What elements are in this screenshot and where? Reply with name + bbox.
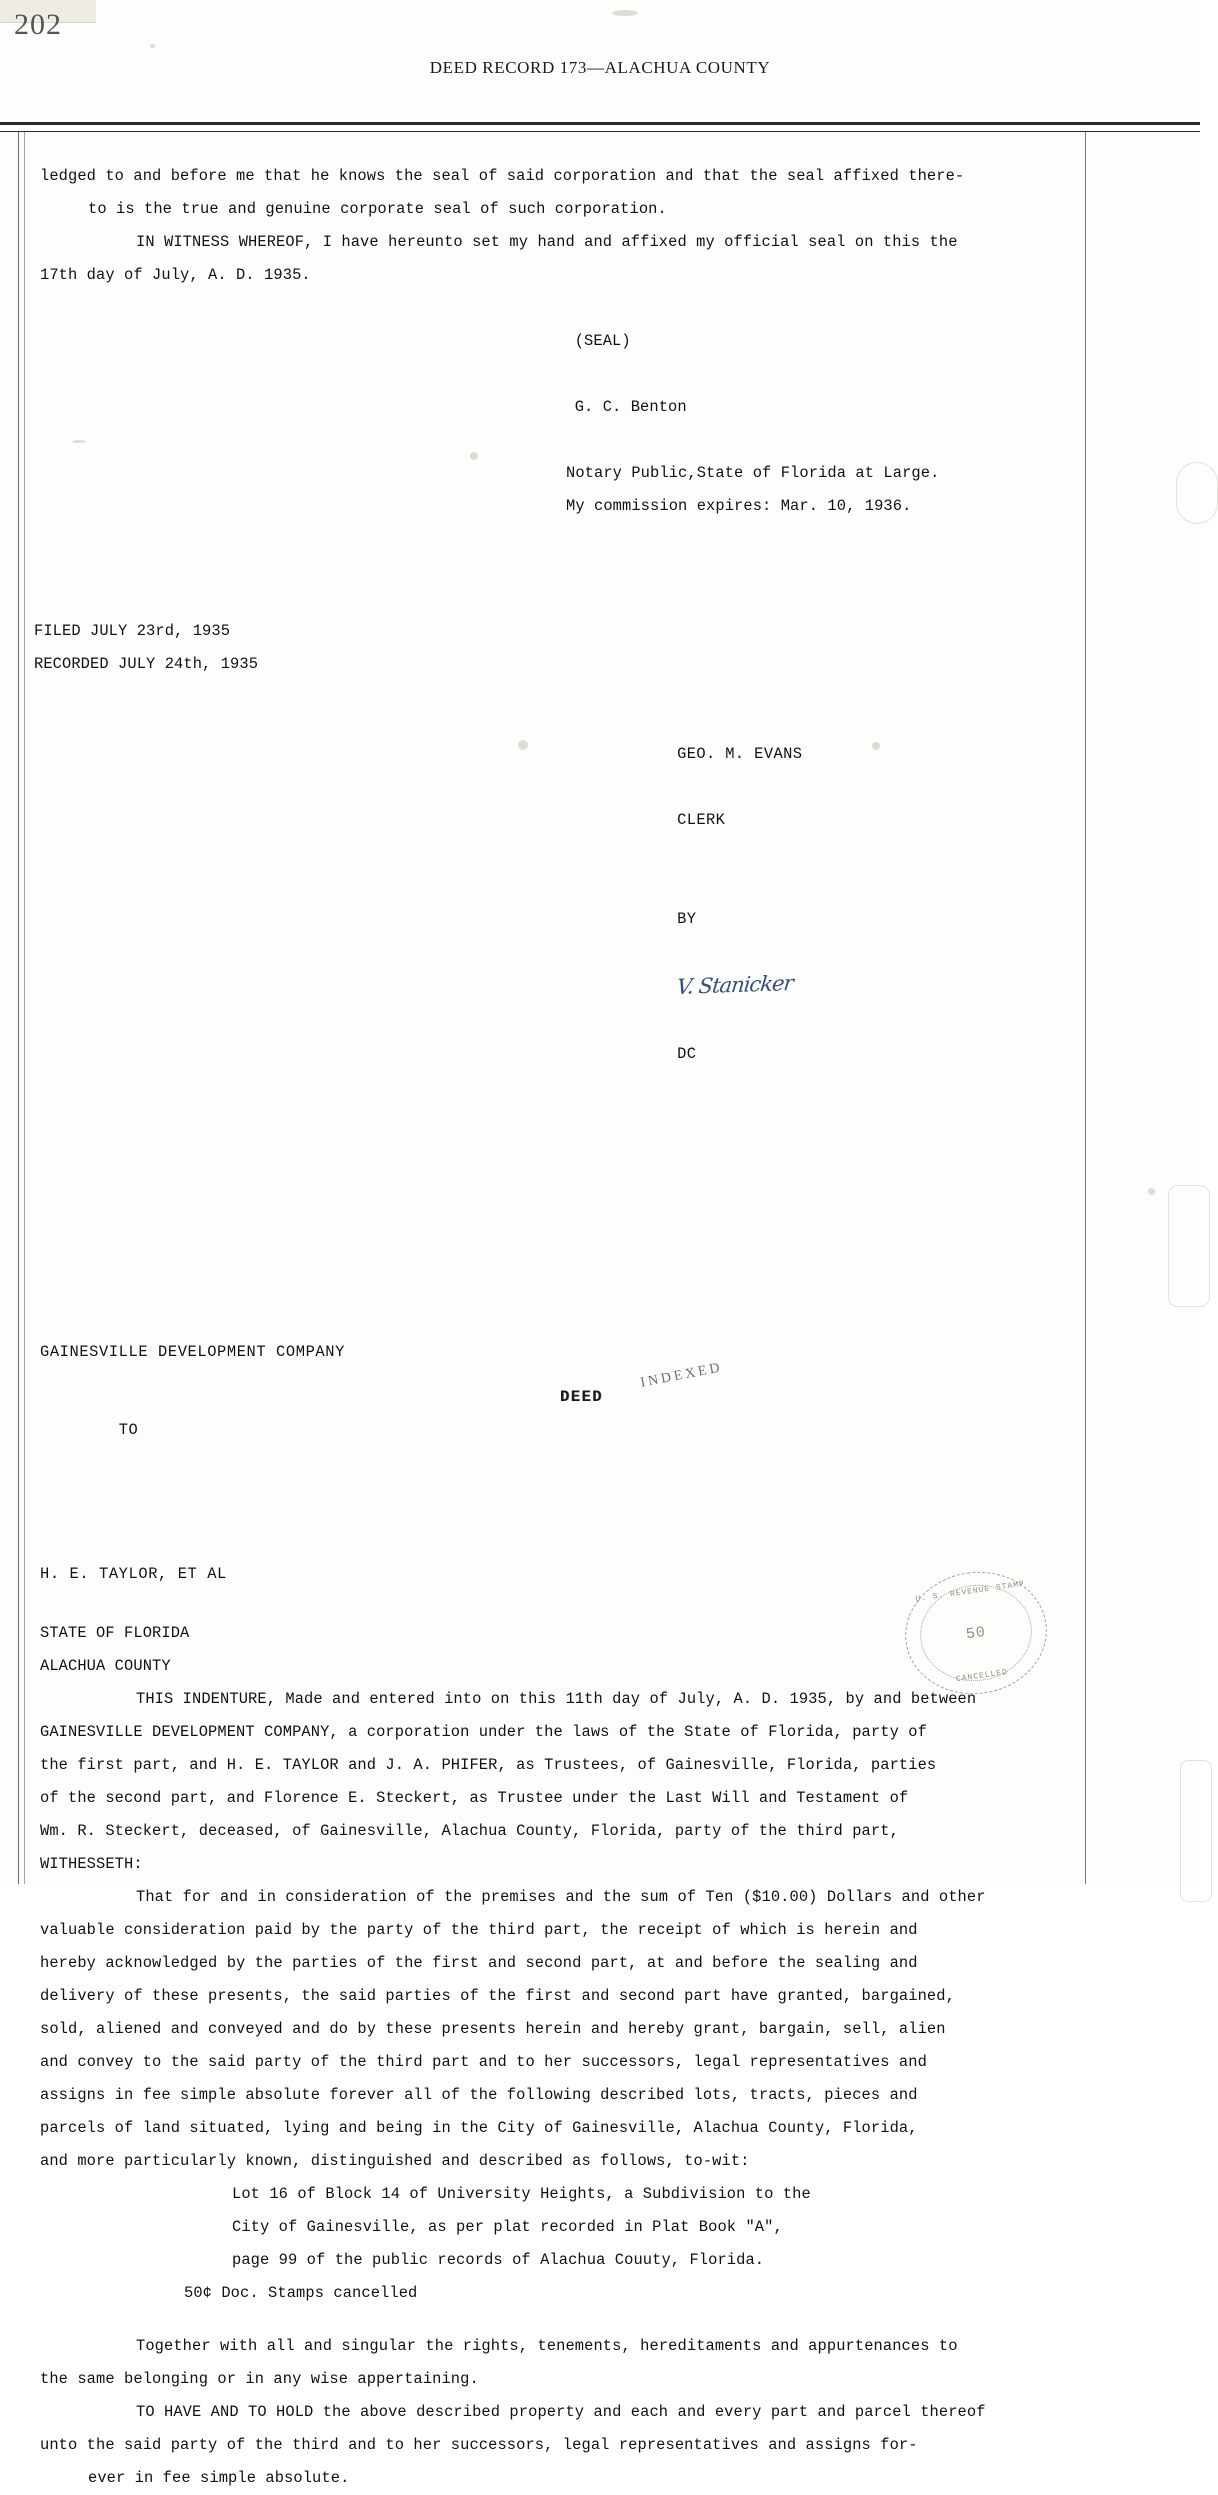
indenture-line: Wm. R. Steckert, deceased, of Gainesville, Alachua County, Florida, party of the third part, xyxy=(40,1822,899,1840)
right-margin-rule xyxy=(1085,131,1086,1884)
page-number: 202 xyxy=(14,8,62,41)
notary-title: Notary Public,State of Florida at Large. xyxy=(566,464,940,482)
notary-block xyxy=(500,292,1085,523)
spacer xyxy=(40,1224,1085,1336)
clerk-name-line xyxy=(600,705,1085,870)
indenture-line: of the second part, and Florence E. Steckert, as Trustee under the Last Will and Testament of xyxy=(40,1789,909,1807)
header-rule-upper xyxy=(0,122,1200,125)
instrument-caption xyxy=(40,1336,1085,1591)
caption-instrument-type: DEED xyxy=(560,1388,603,1406)
clerk-block xyxy=(600,705,1085,1104)
property-line: Lot 16 of Block 14 of University Heights, a Subdivision to the xyxy=(232,2185,811,2203)
habendum-line: unto the said party of the third and to her successors, legal representatives and assigns for- xyxy=(40,2436,918,2454)
indenture-line: THIS INDENTURE, Made and entered into on this 11th day of July, A. D. 1935, by and between xyxy=(136,1690,977,1708)
revenue-stamp-top-text: U. S. REVENUE STAMP xyxy=(915,1579,1026,1605)
indenture-line: WITHESSETH: xyxy=(40,1855,143,1873)
clerk-name: GEO. M. EVANS xyxy=(677,745,803,763)
habendum-line: TO HAVE AND TO HOLD the above described property and each and every part and parcel thereof xyxy=(136,2403,986,2421)
scan-speck xyxy=(612,10,638,16)
consideration-line: and convey to the said party of the third part and to her successors, legal representatives and xyxy=(40,2053,927,2071)
consideration-line: assigns in fee simple absolute forever all of the following described lots, tracts, pieces and xyxy=(40,2086,918,2104)
doc-stamps-note: 50¢ Doc. Stamps cancelled xyxy=(184,2284,418,2302)
clerk-by-label: BY xyxy=(677,910,697,928)
running-header: DEED RECORD 173—ALACHUA COUNTY xyxy=(429,58,771,77)
recorded-date: RECORDED JULY 24th, 1935 xyxy=(34,655,259,673)
page-edge-artifact xyxy=(1168,1185,1210,1307)
notary-commission: My commission expires: Mar. 10, 1936. xyxy=(566,497,912,515)
notary-name-line xyxy=(500,292,1085,457)
left-margin-rule-secondary xyxy=(24,131,25,1884)
consideration-line: parcels of land situated, lying and being in the City of Gainesville, Alachua County, Florida, xyxy=(40,2119,918,2137)
caption-grantee: H. E. TAYLOR, ET AL xyxy=(40,1565,227,1583)
caption-grantor: GAINESVILLE DEVELOPMENT COMPANY xyxy=(40,1343,345,1361)
indexed-stamp: INDEXED xyxy=(639,1360,724,1391)
habendum-line: Together with all and singular the rights, tenements, hereditaments and appurtenances to xyxy=(136,2337,958,2355)
consideration-line: delivery of these presents, the said parties of the first and second part have granted, bargained, xyxy=(40,1987,955,2005)
ack-line: ledged to and before me that he knows the seal of said corporation and that the seal affixed there- xyxy=(40,167,965,185)
revenue-stamp-bottom-text: CANCELLED xyxy=(955,1667,1009,1685)
spacer xyxy=(40,2310,1085,2330)
consideration-line: hereby acknowledged by the parties of the first and second part, at and before the sealing and xyxy=(40,1954,918,1972)
spacer xyxy=(40,681,1085,699)
state-line: STATE OF FLORIDA xyxy=(40,1624,190,1642)
property-line: page 99 of the public records of Alachua Couuty, Florida. xyxy=(232,2251,765,2269)
header-rule-lower xyxy=(0,131,1200,132)
clerk-signature-line xyxy=(600,870,1085,1104)
caption-to: TO xyxy=(118,1421,139,1439)
revenue-stamp-value: 50 xyxy=(964,1623,988,1644)
consideration-line: That for and in consideration of the premises and the sum of Ten ($10.00) Dollars and other xyxy=(136,1888,986,1906)
page-edge-artifact xyxy=(1180,1760,1212,1902)
notary-name: G. C. Benton xyxy=(574,398,687,416)
consideration-line: sold, aliened and conveyed and do by these presents herein and hereby grant, bargain, sell, alien xyxy=(40,2020,946,2038)
indenture-line: the first part, and H. E. TAYLOR and J. A. PHIFER, as Trustees, of Gainesville, Florida, parties xyxy=(40,1756,937,1774)
ack-line: IN WITNESS WHEREOF, I have hereunto set my hand and affixed my official seal on this the xyxy=(136,233,958,251)
habendum-line: ever in fee simple absolute. xyxy=(88,2469,350,2487)
county-line: ALACHUA COUNTY xyxy=(40,1657,171,1675)
clerk-dc-label: DC xyxy=(677,1045,697,1063)
clerk-signature: V. Stanicker xyxy=(675,970,795,1000)
filed-date: FILED JULY 23rd, 1935 xyxy=(34,622,231,640)
ack-line: to is the true and genuine corporate seal of such corporation. xyxy=(88,200,667,218)
left-margin-rule xyxy=(18,131,19,1884)
clerk-label: CLERK xyxy=(677,811,726,829)
spacer xyxy=(40,1104,1085,1224)
consideration-line: and more particularly known, distinguished and described as follows, to-wit: xyxy=(40,2152,750,2170)
scan-speck xyxy=(1148,1188,1155,1195)
property-line: City of Gainesville, as per plat recorded in Plat Book "A", xyxy=(232,2218,783,2236)
document-body xyxy=(34,160,1085,2495)
ack-line: 17th day of July, A. D. 1935. xyxy=(40,266,311,284)
page-edge-artifact xyxy=(1176,462,1218,524)
spacer xyxy=(40,523,1085,615)
indenture-line: GAINESVILLE DEVELOPMENT COMPANY, a corporation under the laws of the State of Florida, party of xyxy=(40,1723,927,1741)
notary-seal-label: (SEAL) xyxy=(574,332,631,350)
caption-to-row xyxy=(40,1360,1085,1546)
consideration-line: valuable consideration paid by the party of the third part, the receipt of which is herein and xyxy=(40,1921,918,1939)
scan-speck xyxy=(150,44,155,48)
habendum-line: the same belonging or in any wise appertaining. xyxy=(40,2370,479,2388)
